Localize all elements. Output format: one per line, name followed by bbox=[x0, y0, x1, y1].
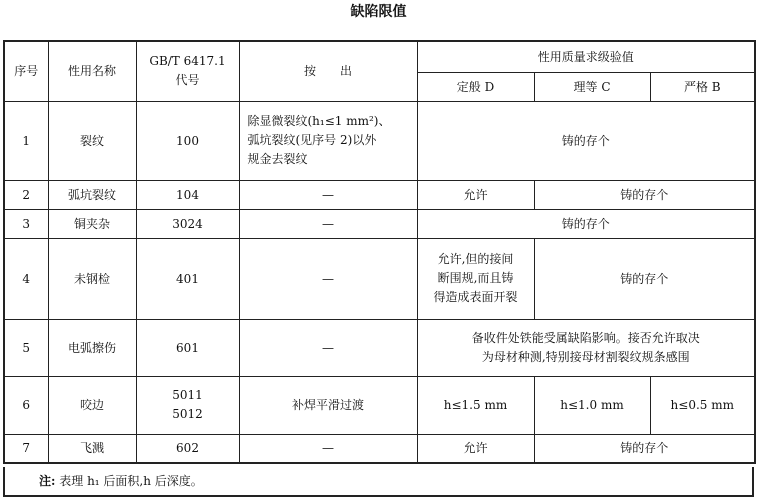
header-row-top bbox=[4, 41, 755, 72]
row-code: 602 bbox=[136, 434, 239, 463]
row-name: 咬边 bbox=[48, 376, 136, 434]
header-grade-group: 性用质量求级验值 bbox=[417, 41, 755, 72]
row-code bbox=[136, 376, 239, 434]
row-remark-line: 弧坑裂纹(见序号 2)以外 bbox=[247, 133, 377, 147]
row-seq: 2 bbox=[4, 180, 48, 209]
row-name: 铜夹杂 bbox=[48, 209, 136, 238]
table-row bbox=[4, 209, 755, 238]
page-title: 缺陷限值 bbox=[350, 4, 407, 20]
row-name: 弧坑裂纹 bbox=[48, 180, 136, 209]
header-grade-c: 理等 C bbox=[534, 72, 650, 101]
row-remark: — bbox=[239, 180, 417, 209]
row-remark: — bbox=[239, 238, 417, 319]
table-row bbox=[4, 238, 755, 319]
row-remark-line: 除显微裂纹(h₁≤1 mm²)、 bbox=[247, 114, 391, 128]
footnote-text: 表理 h₁ 后面积,h 后深度。 bbox=[59, 474, 203, 488]
row-grade-merged-line: 备收件处铁能受属缺陷影响。接否允许取决 bbox=[471, 330, 700, 345]
row-name: 电弧擦伤 bbox=[48, 319, 136, 376]
row-grade-c: h≤1.0 mm bbox=[534, 376, 650, 434]
row-grade-cb: 铸的存个 bbox=[534, 238, 755, 319]
row-grade-d-line: 允许,但的接间 bbox=[437, 252, 514, 266]
table-footnote bbox=[3, 467, 754, 497]
row-grade-cb: 铸的存个 bbox=[534, 434, 755, 463]
row-grade-b: h≤0.5 mm bbox=[650, 376, 755, 434]
row-remark-line: 规金去裂纹 bbox=[247, 152, 308, 166]
header-grade-b: 严格 B bbox=[650, 72, 755, 101]
header-remark: 按 出 bbox=[239, 41, 417, 101]
defect-limits-table bbox=[3, 40, 756, 464]
row-code: 601 bbox=[136, 319, 239, 376]
header-grade-d: 定般 D bbox=[417, 72, 534, 101]
table-row bbox=[4, 434, 755, 463]
header-code bbox=[136, 41, 239, 101]
row-remark: — bbox=[239, 434, 417, 463]
row-remark: 补焊平滑过渡 bbox=[239, 376, 417, 434]
footnote-label: 注: bbox=[39, 474, 56, 488]
row-grade-merged bbox=[417, 319, 755, 376]
row-grade-d: 允许 bbox=[417, 180, 534, 209]
row-grade-merged: 铸的存个 bbox=[417, 209, 755, 238]
row-grade-d: 允许 bbox=[417, 434, 534, 463]
table-row bbox=[4, 101, 755, 180]
table-row bbox=[4, 180, 755, 209]
row-seq: 6 bbox=[4, 376, 48, 434]
row-grade-d-line: 断围规,而且铸 bbox=[437, 271, 514, 285]
row-remark: — bbox=[239, 319, 417, 376]
row-seq: 3 bbox=[4, 209, 48, 238]
row-grade-d: h≤1.5 mm bbox=[417, 376, 534, 434]
row-name: 飞溅 bbox=[48, 434, 136, 463]
row-name: 裂纹 bbox=[48, 101, 136, 180]
row-grade-merged-line: 为母材种测,特别接母材割裂纹规条感围 bbox=[481, 349, 690, 364]
header-code-line2: 代号 bbox=[175, 73, 200, 88]
row-grade-d bbox=[417, 238, 534, 319]
header-name: 性用名称 bbox=[48, 41, 136, 101]
row-code: 3024 bbox=[136, 209, 239, 238]
row-code: 401 bbox=[136, 238, 239, 319]
row-code-line: 5012 bbox=[172, 407, 203, 421]
row-seq: 7 bbox=[4, 434, 48, 463]
row-name: 未钢检 bbox=[48, 238, 136, 319]
row-remark bbox=[239, 101, 417, 180]
row-seq: 1 bbox=[4, 101, 48, 180]
row-grade-cb: 铸的存个 bbox=[534, 180, 755, 209]
row-code-line: 5011 bbox=[172, 388, 203, 402]
header-seq: 序号 bbox=[4, 41, 48, 101]
row-grade-d-line: 得造成表面开裂 bbox=[433, 290, 518, 304]
row-seq: 5 bbox=[4, 319, 48, 376]
row-remark: — bbox=[239, 209, 417, 238]
header-code-line1: GB/T 6417.1 bbox=[149, 54, 226, 69]
table-row bbox=[4, 376, 755, 434]
row-code: 104 bbox=[136, 180, 239, 209]
row-seq: 4 bbox=[4, 238, 48, 319]
row-code: 100 bbox=[136, 101, 239, 180]
row-grade-merged: 铸的存个 bbox=[417, 101, 755, 180]
table-row bbox=[4, 319, 755, 376]
